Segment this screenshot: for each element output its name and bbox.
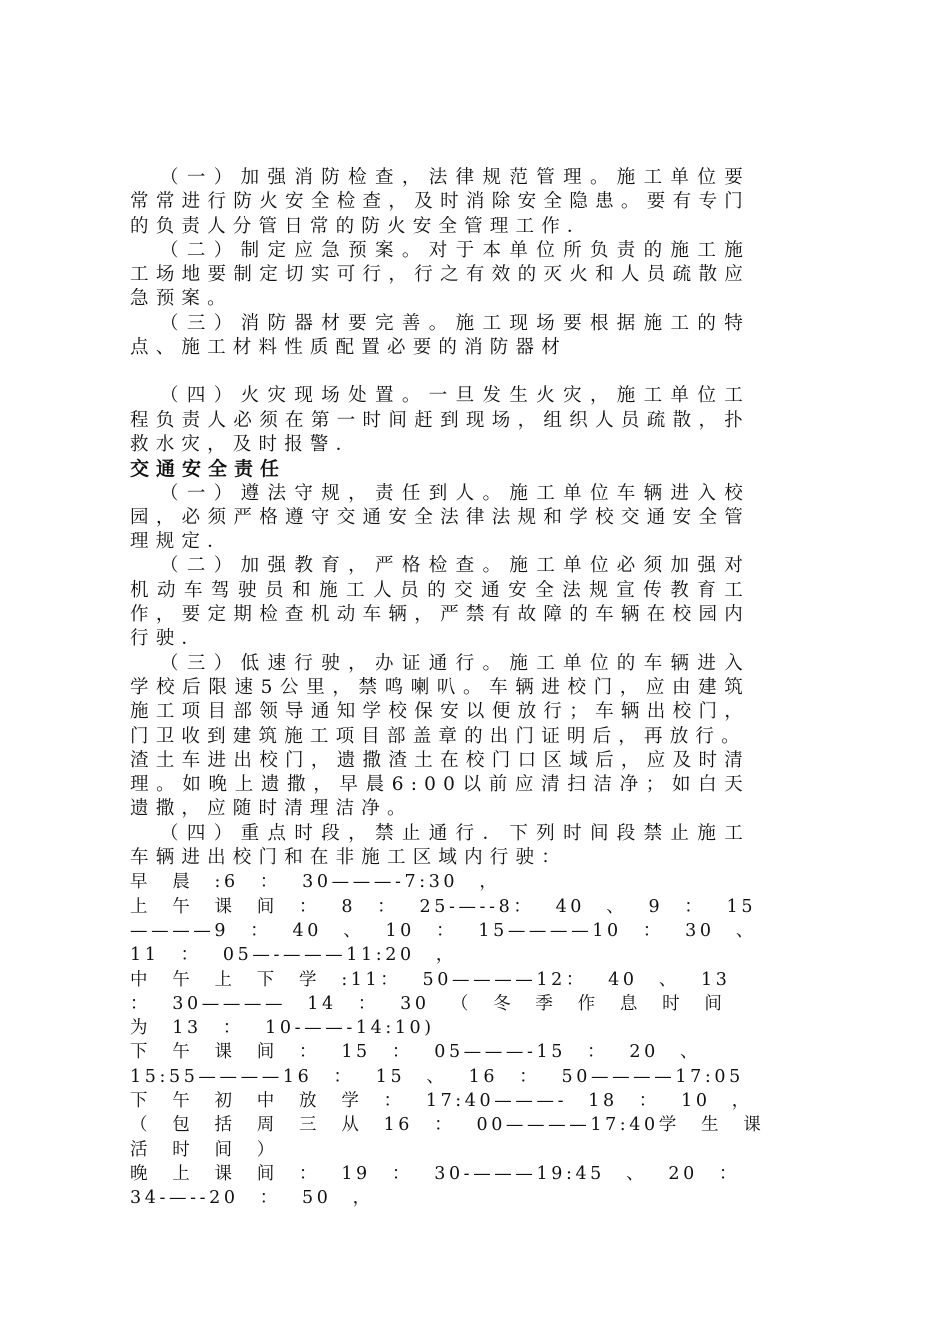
- traffic-section-heading: 交通安全责任: [130, 458, 287, 481]
- schedule-morning-break: 上 午 课 间 ： 8 ： 25-—--8： 40 、 9 ： 15————9 ： 40 、 10 ： 15————10 ： 30 、 11 ： 05—-———11:20 ，: [130, 896, 757, 966]
- traffic-paragraph-4: 渣土车进出校门，遗撒渣土在校门口区域后，应及时清理。如晚上遗撒，早晨6:00以前应清扫洁净；如白天遗撒，应随时清理洁净。: [130, 749, 750, 820]
- traffic-paragraph-3: （三）低速行驶，办证通行。施工单位的车辆进入学校后限速5公里，禁鸣喇叭。车辆进校门，应由建筑施工项目部领导通知学校保安以便放行；车辆出校门，门卫收到建筑施工项目部盖章的出门证明后，再放行。: [130, 652, 750, 747]
- paragraph-gap: [130, 360, 750, 384]
- document-page: [130, 166, 765, 1210]
- schedule-afternoon: 下 午 课 间 ： 15 ： 05———-15 ： 20 、 15:55————16 ： 15 、 16 ： 50————17:05 下 午 初 中 放 学 ： 17:40———- 18 ： 10 ， （ 包 括 周 三 从 16 ： 00————17:40学 生 课 活 时 间 ）: [130, 1042, 765, 1160]
- schedule-morning: 早 晨 :6 ： 30———-7:30 ，: [130, 872, 501, 893]
- traffic-paragraph-2: （二）加强教育，严格检查。施工单位必须加强对机动车驾驶员和施工人员的交通安全法规宣传教育工作，要定期检查机动车辆，严禁有故障的车辆在校园内行驶．: [130, 555, 750, 650]
- schedule-noon: 中 午 上 下 学 :11： 50————12： 40 、 13 ： 30———— 14 ： 30 （ 冬 季 作 息 时 间 为 13 ： 10-——-14:10): [130, 969, 731, 1039]
- fire-paragraph-4: （四）火灾现场处置。一旦发生火灾，施工单位工程负责人必须在第一时间赶到现场，组织人员疏散，扑救水灾，及时报警．: [130, 385, 750, 455]
- traffic-paragraph-1: （一）遵法守规，责任到人。施工单位车辆进入校园，必须严格遵守交通安全法律法规和学校交通安全管理规定．: [130, 482, 750, 553]
- fire-paragraph-2: （二）制定应急预案。对于本单位所负责的施工施工场地要制定切实可行，行之有效的灭火和人员疏散应急预案。: [130, 239, 750, 310]
- fire-paragraph-3: （三）消防器材要完善。施工现场要根据施工的特点、施工材料性质配置必要的消防器材: [130, 312, 750, 359]
- fire-paragraph-1: （一）加强消防检查，法律规范管理。施工单位要常常进行防火安全检查，及时消除安全隐患。要有专门的负责人分管日常的防火安全管理工作．: [130, 167, 750, 237]
- schedule-evening: 晚 上 课 间 ： 19 ： 30-———19:45 、 20 ： 34-—--20 ： 50 ，: [130, 1163, 741, 1209]
- traffic-paragraph-5: （四）重点时段，禁止通行．下列时间段禁止施工车辆进出校门和在非施工区域内行驶：: [130, 822, 750, 869]
